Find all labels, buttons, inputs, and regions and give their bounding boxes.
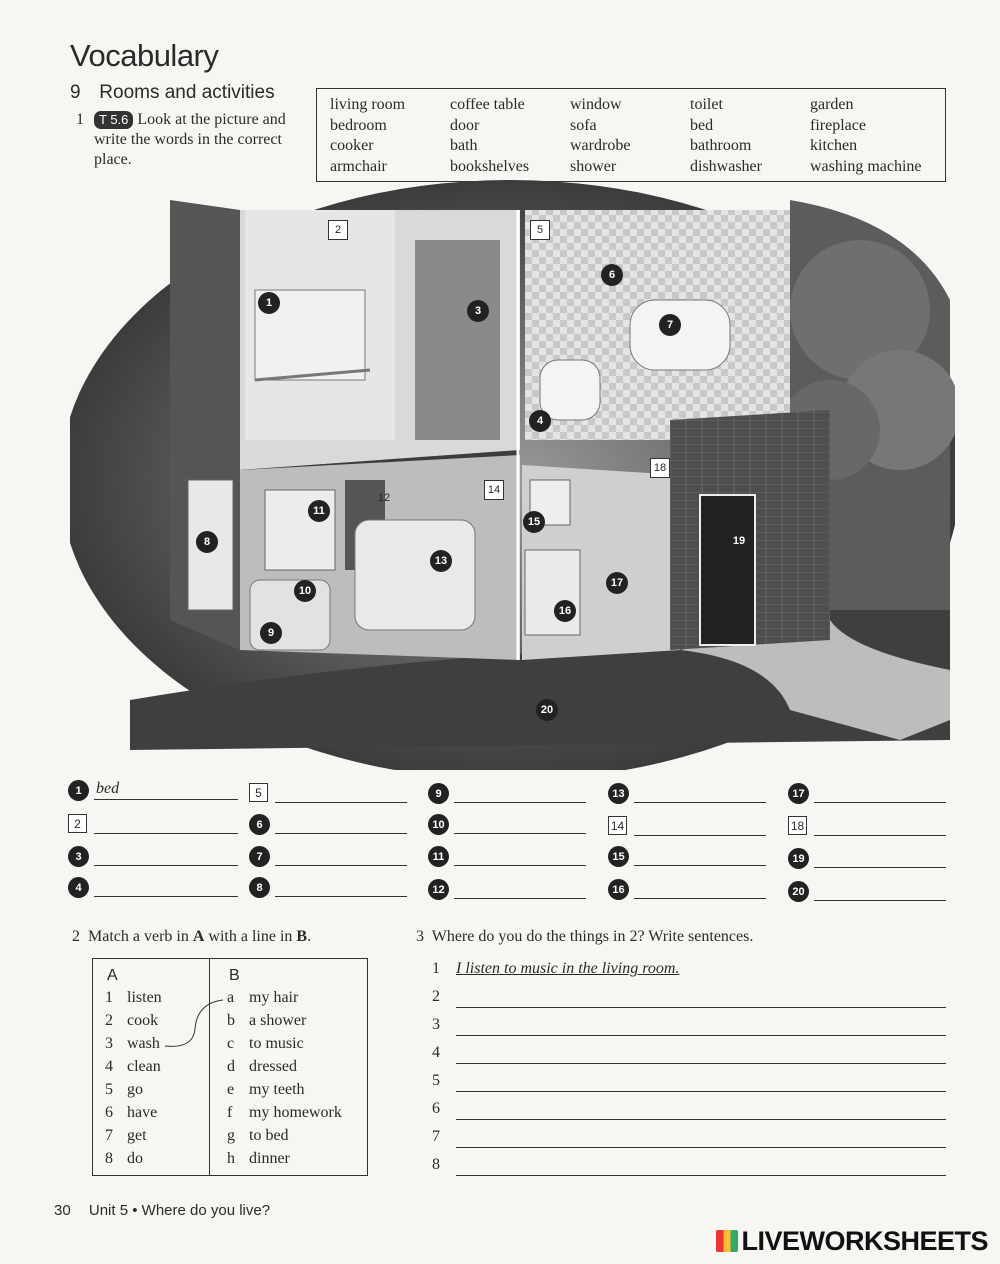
column-a-header: A: [107, 967, 118, 984]
answer-number: 13: [608, 783, 629, 804]
answer-number: 9: [428, 783, 449, 804]
sentence-line: [456, 1063, 946, 1064]
word: sofa: [570, 116, 597, 134]
answer-number: 7: [249, 846, 270, 867]
picture-marker: 11: [308, 500, 330, 522]
word-box: [316, 88, 946, 182]
picture-marker: 12: [377, 492, 391, 504]
answer-line: [814, 867, 946, 868]
sofa-drawing: [355, 520, 475, 630]
word: dishwasher: [690, 157, 762, 175]
word: window: [570, 96, 622, 113]
sentence-line: [456, 1147, 946, 1148]
item-label: b: [227, 1012, 235, 1029]
exercise-2-text: .: [307, 928, 312, 945]
answer-row[interactable]: [428, 814, 586, 836]
item-label: 3: [105, 1035, 113, 1052]
item-label: 6: [105, 1104, 113, 1121]
page-footer: [54, 1202, 270, 1219]
sentence-row[interactable]: [432, 1156, 946, 1178]
answer-row[interactable]: [68, 814, 238, 836]
answer-number: 14: [608, 816, 627, 835]
answer-value[interactable]: bed: [96, 780, 120, 797]
answer-line: [275, 865, 407, 866]
item-label: a: [227, 989, 235, 1006]
audio-track-badge[interactable]: T 5.6: [94, 111, 133, 129]
answer-number: 1: [68, 780, 89, 801]
wardrobe-drawing: [415, 240, 500, 440]
answer-row[interactable]: [68, 780, 238, 802]
answer-number: 3: [68, 846, 89, 867]
answer-number: 4: [68, 877, 89, 898]
unit-title: Where do you live?: [141, 1202, 271, 1219]
word-box-column: [450, 95, 529, 177]
exercise-3-text: Where do you do the things in 2? Write sentences.: [431, 928, 754, 945]
item-text: listen: [127, 989, 162, 1006]
sentence-row[interactable]: [432, 1016, 946, 1038]
item-text: get: [127, 1127, 147, 1144]
word: bookshelves: [450, 157, 530, 175]
sentence-number: 7: [432, 1128, 440, 1145]
house-illustration: [70, 180, 955, 770]
exercise-1-instruction: [76, 110, 296, 170]
item-text: have: [127, 1104, 158, 1121]
section-title: Rooms and activities: [99, 82, 275, 103]
answer-line: [634, 898, 766, 899]
picture-marker: 13: [430, 550, 452, 572]
unit-label: Unit 5: [88, 1202, 129, 1219]
cooker-drawing: [525, 550, 580, 635]
answer-row[interactable]: [249, 783, 407, 805]
item-text: my hair: [249, 989, 299, 1006]
exercise-3-heading: [416, 928, 753, 946]
toilet-drawing: [540, 360, 600, 420]
answer-number: 19: [788, 848, 809, 869]
answer-number: 5: [249, 783, 268, 802]
answer-number: 8: [249, 877, 270, 898]
sentence-row[interactable]: [432, 988, 946, 1010]
answer-row[interactable]: [68, 846, 238, 868]
word: bedroom: [330, 116, 387, 134]
picture-marker: 3: [467, 300, 489, 322]
sentence-row[interactable]: [432, 1100, 946, 1122]
answer-row[interactable]: [428, 879, 586, 901]
answer-row[interactable]: [608, 879, 766, 901]
sentence-row[interactable]: [432, 960, 946, 982]
item-label: c: [227, 1035, 235, 1052]
word: bath: [450, 137, 478, 154]
sentence-number: 2: [432, 988, 440, 1005]
word-box-column: [330, 95, 405, 177]
answer-number: 10: [428, 814, 449, 835]
picture-marker: 17: [606, 572, 628, 594]
word: door: [450, 116, 480, 134]
item-label: g: [227, 1127, 235, 1144]
sentence-number: 8: [432, 1156, 440, 1173]
sentence-value[interactable]: I listen to music in the living room.: [456, 960, 680, 977]
word: living room: [330, 96, 406, 113]
answer-line: [634, 802, 766, 803]
answer-number: 17: [788, 783, 809, 804]
item-label: 8: [105, 1150, 113, 1167]
word: bathroom: [690, 137, 752, 154]
item-text: to music: [249, 1035, 304, 1052]
page-title: Vocabulary: [70, 38, 219, 73]
matching-table: [92, 958, 368, 1176]
sentence-row[interactable]: [432, 1072, 946, 1094]
exercise-2-text: Match a verb in: [88, 928, 193, 945]
sentence-line: [456, 1119, 946, 1120]
answer-line: [454, 898, 586, 899]
answer-line: [454, 865, 586, 866]
exercise-2-number: 2: [72, 928, 80, 945]
item-label: d: [227, 1058, 235, 1075]
house-cutaway-drawing: [70, 180, 955, 770]
answer-line: [454, 802, 586, 803]
exercise-1-number: 1: [76, 111, 84, 128]
answer-row[interactable]: [249, 846, 407, 868]
word-box-column: [570, 95, 630, 177]
sentence-line: [456, 1035, 946, 1036]
item-text: go: [127, 1081, 143, 1098]
example-match-line: [93, 959, 369, 1177]
answer-row[interactable]: [249, 877, 407, 899]
item-label: f: [227, 1104, 233, 1121]
answer-number: 15: [608, 846, 629, 867]
sentence-row[interactable]: [432, 1044, 946, 1066]
answer-line: [814, 835, 946, 836]
picture-marker: 5: [530, 220, 550, 240]
answer-line: [275, 802, 407, 803]
item-label: 2: [105, 1012, 113, 1029]
picture-marker: 1: [258, 292, 280, 314]
picture-marker: 2: [328, 220, 348, 240]
word: bed: [690, 116, 714, 134]
item-text: my teeth: [249, 1081, 305, 1098]
back-door-drawing: [700, 495, 755, 645]
answer-line: [814, 802, 946, 803]
answer-number: 20: [788, 881, 809, 902]
sentence-number: 3: [432, 1016, 440, 1033]
brand-logo[interactable]: [716, 1226, 988, 1257]
answer-line: [454, 833, 586, 834]
sentence-number: 5: [432, 1072, 440, 1089]
answer-line: [94, 799, 238, 800]
column-b-ref: B: [296, 928, 308, 945]
answer-number: 12: [428, 879, 449, 900]
word: coffee table: [450, 96, 525, 113]
answer-row[interactable]: [608, 846, 766, 868]
section-heading: [70, 82, 275, 104]
answer-number: 6: [249, 814, 270, 835]
word-box-column: [810, 95, 922, 177]
answer-line: [94, 865, 238, 866]
answer-number: 2: [68, 814, 87, 833]
answer-row[interactable]: [428, 846, 586, 868]
answer-line: [634, 835, 766, 836]
column-a-ref: A: [192, 928, 205, 945]
sentence-line: [456, 1175, 946, 1176]
sentence-line: [456, 1007, 946, 1008]
picture-marker: 18: [650, 458, 670, 478]
bath-drawing: [630, 300, 730, 370]
item-label: h: [227, 1150, 235, 1167]
exercise-2-text: with a line in: [204, 928, 297, 945]
item-text: wash: [127, 1035, 160, 1052]
answer-line: [94, 833, 238, 834]
sentence-number: 1: [432, 960, 440, 977]
word: garden: [810, 96, 854, 113]
sentence-number: 4: [432, 1044, 440, 1061]
item-label: 4: [105, 1058, 113, 1075]
answer-row[interactable]: [608, 783, 766, 805]
sentence-number: 6: [432, 1100, 440, 1117]
sentence-row[interactable]: [432, 1128, 946, 1150]
answer-row[interactable]: [68, 877, 238, 899]
answer-row[interactable]: [788, 816, 946, 838]
column-b-header: B: [229, 967, 240, 984]
word: toilet: [690, 96, 723, 113]
liveworksheets-icon: [716, 1230, 738, 1252]
answer-number: 18: [788, 816, 807, 835]
picture-marker: 9: [260, 622, 282, 644]
picture-marker: 14: [484, 480, 504, 500]
item-text: dinner: [249, 1150, 290, 1167]
answer-row[interactable]: [788, 783, 946, 805]
picture-marker: 6: [601, 264, 623, 286]
word: cooker: [330, 137, 374, 154]
item-text: cook: [127, 1012, 159, 1029]
answer-row[interactable]: [608, 816, 766, 838]
answer-line: [814, 900, 946, 901]
item-text: to bed: [249, 1127, 289, 1144]
item-label: e: [227, 1081, 235, 1098]
picture-marker: 8: [196, 531, 218, 553]
exercise-1-text: Look at the picture and write the words in the correct place.: [94, 111, 286, 168]
footer-separator: •: [132, 1202, 138, 1219]
answer-row[interactable]: [788, 848, 946, 870]
answer-line: [634, 865, 766, 866]
page-number: 30: [54, 1202, 71, 1219]
answer-row[interactable]: [428, 783, 586, 805]
sentence-line: [456, 1091, 946, 1092]
item-text: do: [127, 1150, 143, 1167]
answer-row[interactable]: [249, 814, 407, 836]
item-text: a shower: [249, 1012, 307, 1029]
answer-row[interactable]: [788, 881, 946, 903]
word: armchair: [330, 157, 387, 175]
item-text: my homework: [249, 1104, 342, 1121]
brand-name: LIVEWORKSHEETS: [741, 1226, 988, 1256]
word: shower: [570, 157, 617, 175]
word: fireplace: [810, 116, 866, 134]
word: kitchen: [810, 137, 858, 154]
exercise-2-heading: [72, 928, 311, 946]
answer-number: 16: [608, 879, 629, 900]
word: washing machine: [810, 157, 922, 175]
answer-line: [275, 833, 407, 834]
section-number: 9: [70, 82, 81, 103]
item-text: dressed: [249, 1058, 297, 1075]
item-text: clean: [127, 1058, 161, 1075]
picture-marker: 19: [728, 530, 750, 552]
picture-marker: 20: [536, 699, 558, 721]
answer-number: 11: [428, 846, 449, 867]
item-label: 1: [105, 989, 113, 1006]
picture-marker: 15: [523, 511, 545, 533]
item-label: 7: [105, 1127, 113, 1144]
exercise-3-number: 3: [416, 928, 424, 945]
picture-marker: 10: [294, 580, 316, 602]
picture-marker: 7: [659, 314, 681, 336]
item-label: 5: [105, 1081, 113, 1098]
answer-line: [275, 896, 407, 897]
answer-line: [94, 896, 238, 897]
picture-marker: 16: [554, 600, 576, 622]
picture-marker: 4: [529, 410, 551, 432]
word-box-column: [690, 95, 762, 177]
word: wardrobe: [570, 137, 631, 154]
